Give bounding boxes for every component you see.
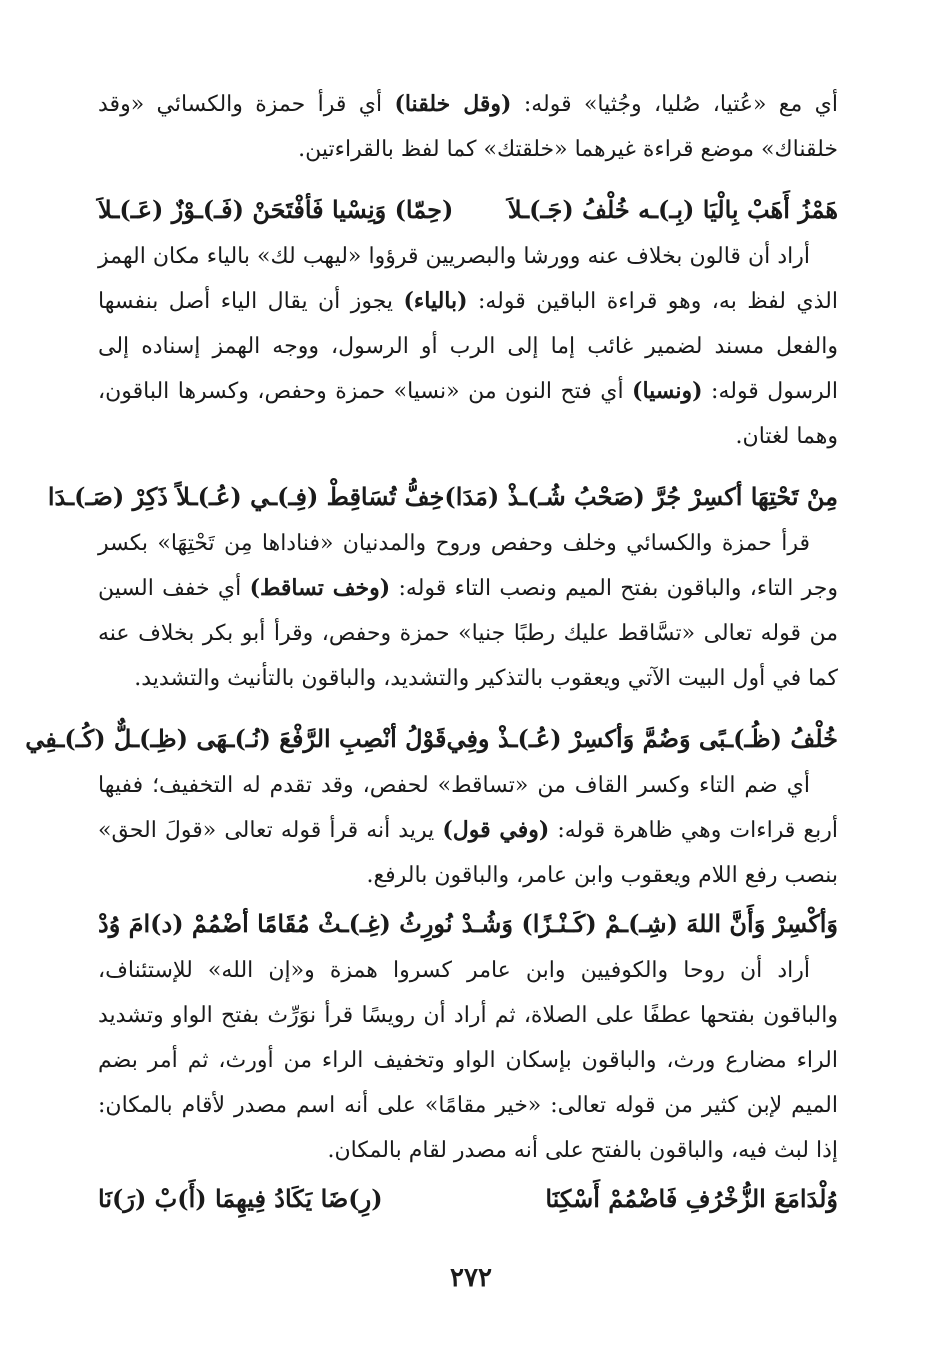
- quoted-keyword: (وقل خلقنا): [394, 91, 512, 117]
- verse-second-hemistich: (حِمّا) وَنِسْيا فَأفْتَحَنْ (فَـ)ـوْزٌ (عَـ)ـلاَ: [98, 195, 454, 224]
- paragraph-text: يريد أنه قرأ قوله تعالى «قولَ الحق» بنصب رفع اللام ويعقوب وابن عامر، والباقون بالرفع.: [98, 818, 838, 888]
- paragraph-text: أي مع «عُتيا، صُليا، وجُثيا» قوله:: [511, 92, 838, 117]
- commentary-paragraph: [98, 948, 838, 1173]
- verse-second-hemistich: قَوْلُ أنْصِبِ الرَّفْعَ (نُـ)ـهَى (ظِـ)ـلٌّ (كُـ)ـفِي: [25, 724, 447, 753]
- quoted-keyword: (ونسيا): [632, 378, 703, 404]
- poem-verse: [98, 1177, 838, 1221]
- quoted-keyword: (بالياء): [403, 288, 468, 314]
- poem-verse: [47, 475, 838, 519]
- poem-verse: [25, 717, 838, 761]
- verse-first-hemistich: وَأكْسِرْ وَأَنَّ اللهَ (شِـ)ـمْ (كَـنْـزًا) وَشُـدْ: [461, 909, 838, 938]
- paragraph-text: أراد أن قالون بخلاف عنه وورشا والبصريين قرؤوا «ليهب لك» بالياء مكان الهمز الذي لفظ به، وهو قراءة الباقين قوله:: [98, 244, 839, 314]
- page-number: ٢٧٢: [450, 1263, 492, 1293]
- verse-second-hemistich: خِفُّ تُسَاقِطْ (فِـ)ـي (عُـ)ـلاً ذَكِرْ (صَـ)ـدَا: [47, 482, 445, 511]
- paragraph-text: يجوز أن يقال الياء أصل بنفسها والفعل مسند لضمير غائب إما إلى الرب أو الرسول، ووجه الهمز إسناده إلى الرسول قوله:: [98, 289, 839, 404]
- poem-verse: [98, 902, 838, 946]
- quoted-keyword: (وخف تساقط): [249, 575, 391, 601]
- verse-first-hemistich: مِنْ تَحْتِهَا أكسِرْ جُرَّ (صَحْبُ شُـ)ـذْ (مَدَا): [444, 482, 838, 511]
- paragraph-text: أي فتح النون من «نسيا» حمزة وحفص، وكسرها الباقون، وهما لغتان.: [98, 379, 838, 449]
- commentary-paragraph: [98, 763, 838, 898]
- verse-first-hemistich: خُلْفُ (ظُـ)ـبًى وَضُمَّ وَأكسِرْ (عُـ)ـذْ وفِي: [446, 724, 838, 753]
- page-body: [25, 82, 839, 1223]
- verse-second-hemistich: (رِ)ضَا يَكَادُ فِيهِمَا (أَ)بْ (رَ)نَا: [98, 1184, 383, 1213]
- paragraph-text: أي قرأ حمزة والكسائي «وقد خلقناك» موضع قراءة غيرهما «خلقتك» كما لفظ بالقراءتين.: [98, 92, 838, 162]
- verse-first-hemistich: هَمْزُ أَهَبْ بِالْيَا (بِـ)ـه خُلْفُ (جَـ)ـلاَ: [507, 195, 838, 224]
- paragraph-text: قرأ حمزة والكسائي وخلف وحفص وروح والمدنيان «فناداها مِن تَحْتِهَا» بكسر وجر التاء، والباقون بفتح الميم ونصب التاء قوله:: [98, 531, 839, 601]
- commentary-paragraph: [98, 82, 838, 172]
- verse-second-hemistich: نُورِثُ (غِـ)ـثْ مُقَامًا أضْمُمْ (د)امَ وُدْ: [98, 909, 453, 938]
- paragraph-text: أي خفف السين من قوله تعالى «تسَّاقط عليك رطبًا جنيا» حمزة وحفص، وقرأ أبو بكر بخلاف عنه كما في أول البيت الآتي ويعقوب بالتذكير والتشديد، والباقون بالتأنيث والتشديد.: [98, 576, 838, 691]
- paragraph-text: أراد أن روحا والكوفيين وابن عامر كسروا همزة و«إن الله» للإستئناف، والباقون بفتحها عطفًا على الصلاة، ثم أراد أن رويسًا قرأ نوَرِّث بفتح الواو وتشديد الراء مضارع ورث، والباقون بإسكان الواو وتخفيف الراء من أورث، ثم أمر بضم الميم لإبن كثير من قوله تعالى: «خير مقامًا» على أنه اسم مصدر لأقام بالمكان: إذا لبث فيه، والباقون بالفتح على أنه مصدر لقام بالمكان.: [98, 958, 838, 1163]
- commentary-paragraph: [98, 234, 838, 459]
- quoted-keyword: (وفي قول): [442, 817, 550, 843]
- verse-first-hemistich: وُلْدَامَعَ الزُّخْرُفِ فَاضْمُمْ أَسْكِنَا: [545, 1184, 838, 1213]
- commentary-paragraph: [98, 521, 838, 701]
- poem-verse: [98, 188, 838, 232]
- paragraph-text: أي ضم التاء وكسر القاف من «تساقط» لحفص، وقد تقدم له التخفيف؛ ففيها أربع قراءات وهي ظاهرة قوله:: [98, 773, 838, 843]
